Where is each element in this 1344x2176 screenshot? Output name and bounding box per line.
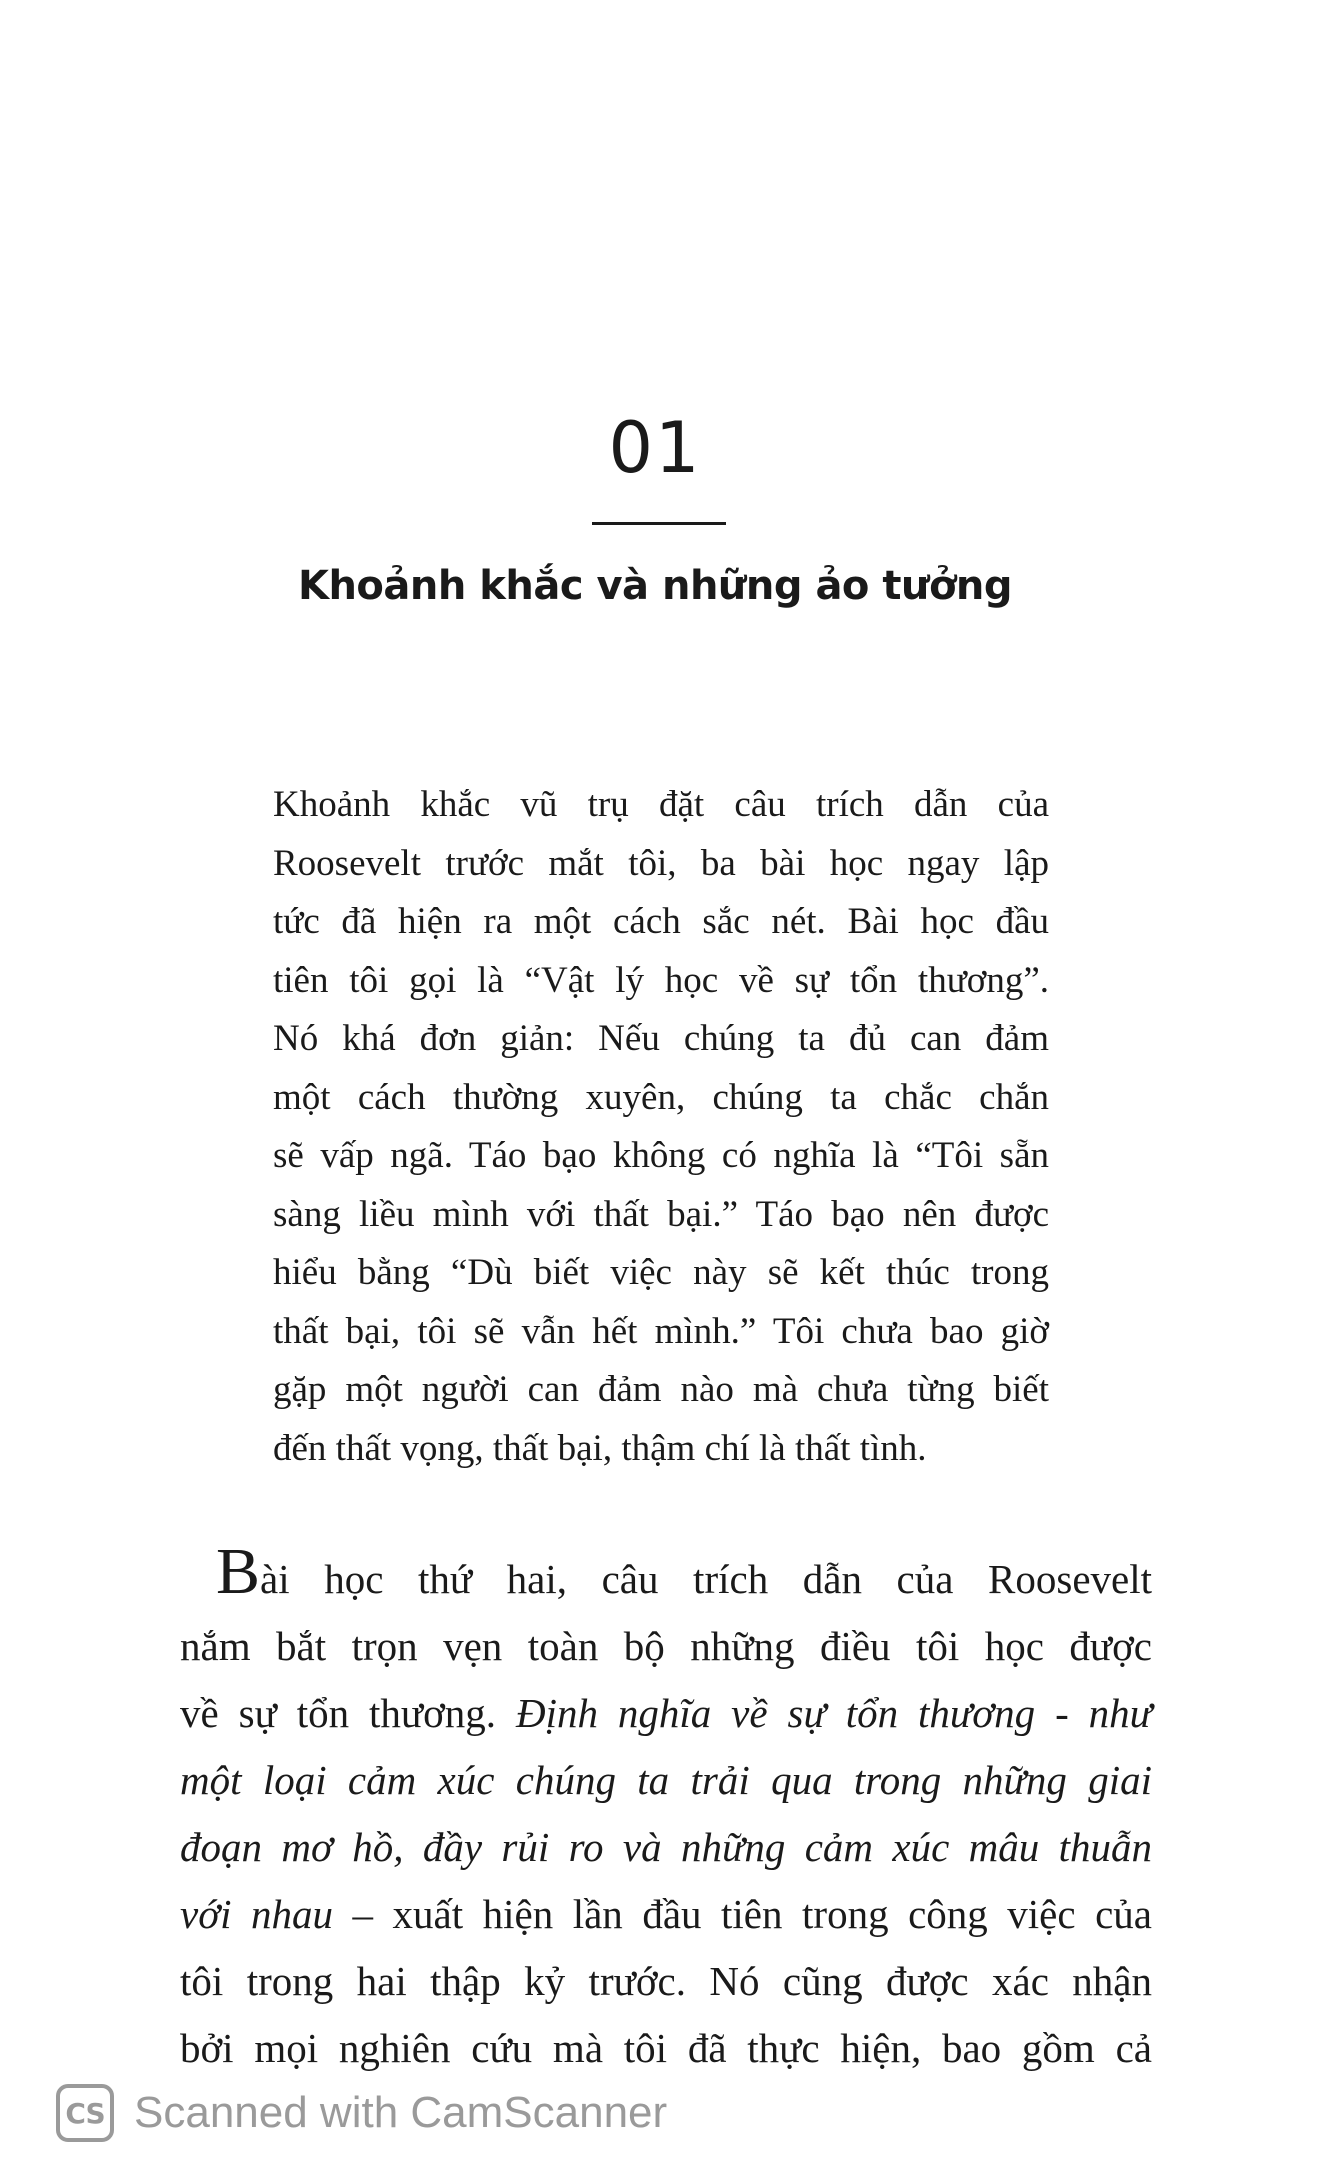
italic-definition-line: một loại cảm xúc chúng ta trải qua trong những giai bbox=[180, 1757, 1152, 1803]
italic-definition: Định nghĩa về sự tổn thương - như bbox=[515, 1690, 1152, 1736]
paragraph-line: sẽ vấp ngã. Táo bạo không có nghĩa là “Tôi sẵn bbox=[273, 1135, 1049, 1176]
paragraph-line: tức đã hiện ra một cách sắc nét. Bài học đầu bbox=[273, 901, 1049, 942]
line-text: ài học thứ hai, câu trích dẫn của Roosevelt bbox=[260, 1556, 1152, 1602]
paragraph-line: một cách thường xuyên, chúng ta chắc chắn bbox=[273, 1076, 1049, 1118]
paragraph-line: gặp một người can đảm nào mà chưa từng biết bbox=[273, 1369, 1049, 1410]
paragraph-line: thất bại, tôi sẽ vẫn hết mình.” Tôi chưa bao giờ bbox=[273, 1310, 1049, 1352]
paragraph-line: đến thất vọng, thất bại, thậm chí là thất tình. bbox=[273, 1427, 927, 1469]
paragraph-line bbox=[180, 1535, 1152, 1613]
chapter-title: Khoảnh khắc và những ảo tưởng bbox=[297, 563, 1013, 609]
italic-definition: với nhau bbox=[180, 1891, 333, 1937]
paragraph-line: hiểu bằng “Dù biết việc này sẽ kết thúc trong bbox=[273, 1252, 1049, 1293]
paragraph-line: Roosevelt trước mắt tôi, ba bài học ngay lập bbox=[273, 842, 1049, 884]
paragraph-line: Khoảnh khắc vũ trụ đặt câu trích dẫn của bbox=[273, 784, 1049, 825]
paragraph-line: tiên tôi gọi là “Vật lý học về sự tổn thương”. bbox=[273, 959, 1049, 1001]
body-paragraph bbox=[180, 1535, 1152, 2082]
line-text: – xuất hiện lần đầu tiên trong công việc của bbox=[332, 1891, 1152, 1937]
opening-paragraph bbox=[273, 776, 1049, 1478]
paragraph-line: sàng liều mình với thất bại.” Táo bạo nên được bbox=[273, 1193, 1049, 1235]
camscanner-logo-icon: CS bbox=[56, 2084, 114, 2142]
drop-cap: B bbox=[216, 1535, 261, 1608]
paragraph-line: nắm bắt trọn vẹn toàn bộ những điều tôi học được bbox=[180, 1623, 1152, 1669]
paragraph-line: Nó khá đơn giản: Nếu chúng ta đủ can đảm bbox=[273, 1018, 1049, 1059]
italic-definition-line: đoạn mơ hồ, đầy rủi ro và những cảm xúc mâu thuẫn bbox=[180, 1824, 1152, 1870]
paragraph-line: tôi trong hai thập kỷ trước. Nó cũng được xác nhận bbox=[180, 1958, 1152, 2004]
chapter-divider bbox=[592, 522, 726, 525]
line-text: về sự tổn thương. bbox=[180, 1690, 516, 1736]
camscanner-watermark bbox=[56, 2084, 667, 2142]
camscanner-text: Scanned with CamScanner bbox=[134, 2088, 668, 2137]
chapter-number: 01 bbox=[608, 407, 702, 489]
paragraph-line bbox=[180, 1881, 1152, 1948]
paragraph-line: bởi mọi nghiên cứu mà tôi đã thực hiện, bao gồm cả bbox=[180, 2025, 1152, 2071]
paragraph-line bbox=[180, 1680, 1152, 1747]
